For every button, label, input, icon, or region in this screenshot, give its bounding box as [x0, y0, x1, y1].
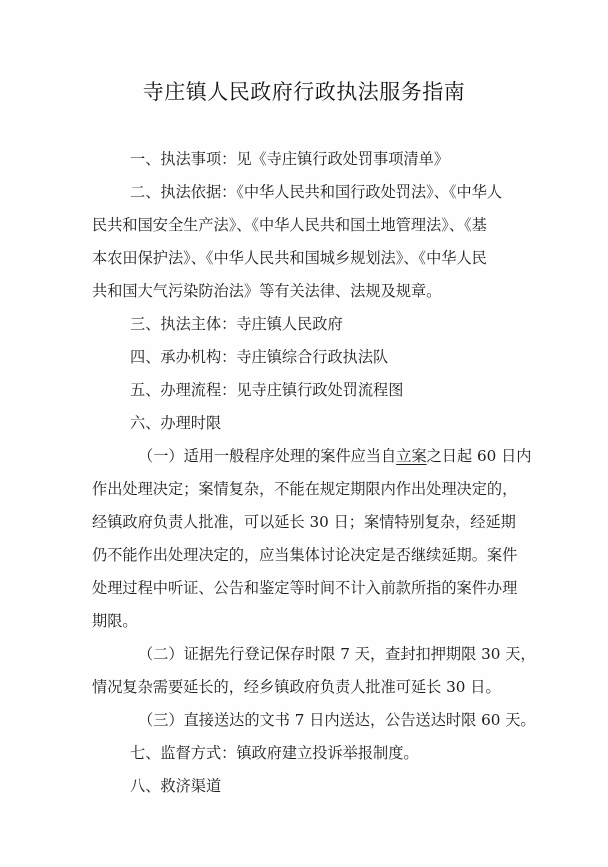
item3-line: （三）直接送达的文书 7 日内送达，公告送达时限 60 天。 [138, 711, 536, 729]
item1-line1 [138, 445, 531, 466]
paragraph-legal-basis-line3: 本农田保护法》、《中华人民共和国城乡规划法》、《中华人民 [92, 249, 487, 267]
paragraph-legal-basis-line2: 民共和国安全生产法》、《中华人民共和国土地管理法》、《基 [92, 216, 487, 234]
item1-line4: 仍不能作出处理决定的，应当集体讨论决定是否继续延期。案件 [92, 546, 518, 564]
item1-line1-after: 之日起 60 日内 [426, 447, 532, 465]
item2-line2: 情况复杂需要延长的，经乡镇政府负责人批准可延长 30 日。 [92, 678, 501, 696]
paragraph-legal-basis-line4: 共和国大气污染防治法》等有关法律、法规及规章。 [92, 282, 442, 300]
document-title: 寺庄镇人民政府行政执法服务指南 [142, 80, 466, 104]
item1-line2: 作出处理决定；案情复杂，不能在规定期限内作出处理决定的， [92, 480, 518, 498]
paragraph-enforcement-subject: 三、执法主体：寺庄镇人民政府 [130, 315, 343, 333]
item1-line6: 期限。 [92, 612, 138, 630]
paragraph-remedy-channels: 八、救济渠道 [130, 777, 222, 795]
item1-underlined-term: 立案 [396, 447, 427, 465]
paragraph-time-limit-heading: 六、办理时限 [130, 414, 222, 432]
item2-line1: （二）证据先行登记保存时限 7 天，查封扣押期限 30 天， [138, 645, 536, 663]
item1-line1-before: （一）适用一般程序处理的案件应当自 [138, 447, 397, 465]
paragraph-process: 五、办理流程：见寺庄镇行政处罚流程图 [130, 381, 404, 399]
paragraph-supervision: 七、监督方式：镇政府建立投诉举报制度。 [130, 744, 419, 762]
item1-line5: 处理过程中听证、公告和鉴定等时间不计入前款所指的案件办理 [92, 579, 518, 597]
paragraph-handling-agency: 四、承办机构：寺庄镇综合行政执法队 [130, 348, 389, 366]
item1-line3: 经镇政府负责人批准，可以延长 30 日；案情特别复杂，经延期 [92, 513, 516, 531]
paragraph-execution-items: 一、执法事项：见《寺庄镇行政处罚事项清单》 [130, 150, 449, 168]
paragraph-legal-basis-line1: 二、执法依据：《中华人民共和国行政处罚法》、《中华人 [130, 183, 503, 201]
